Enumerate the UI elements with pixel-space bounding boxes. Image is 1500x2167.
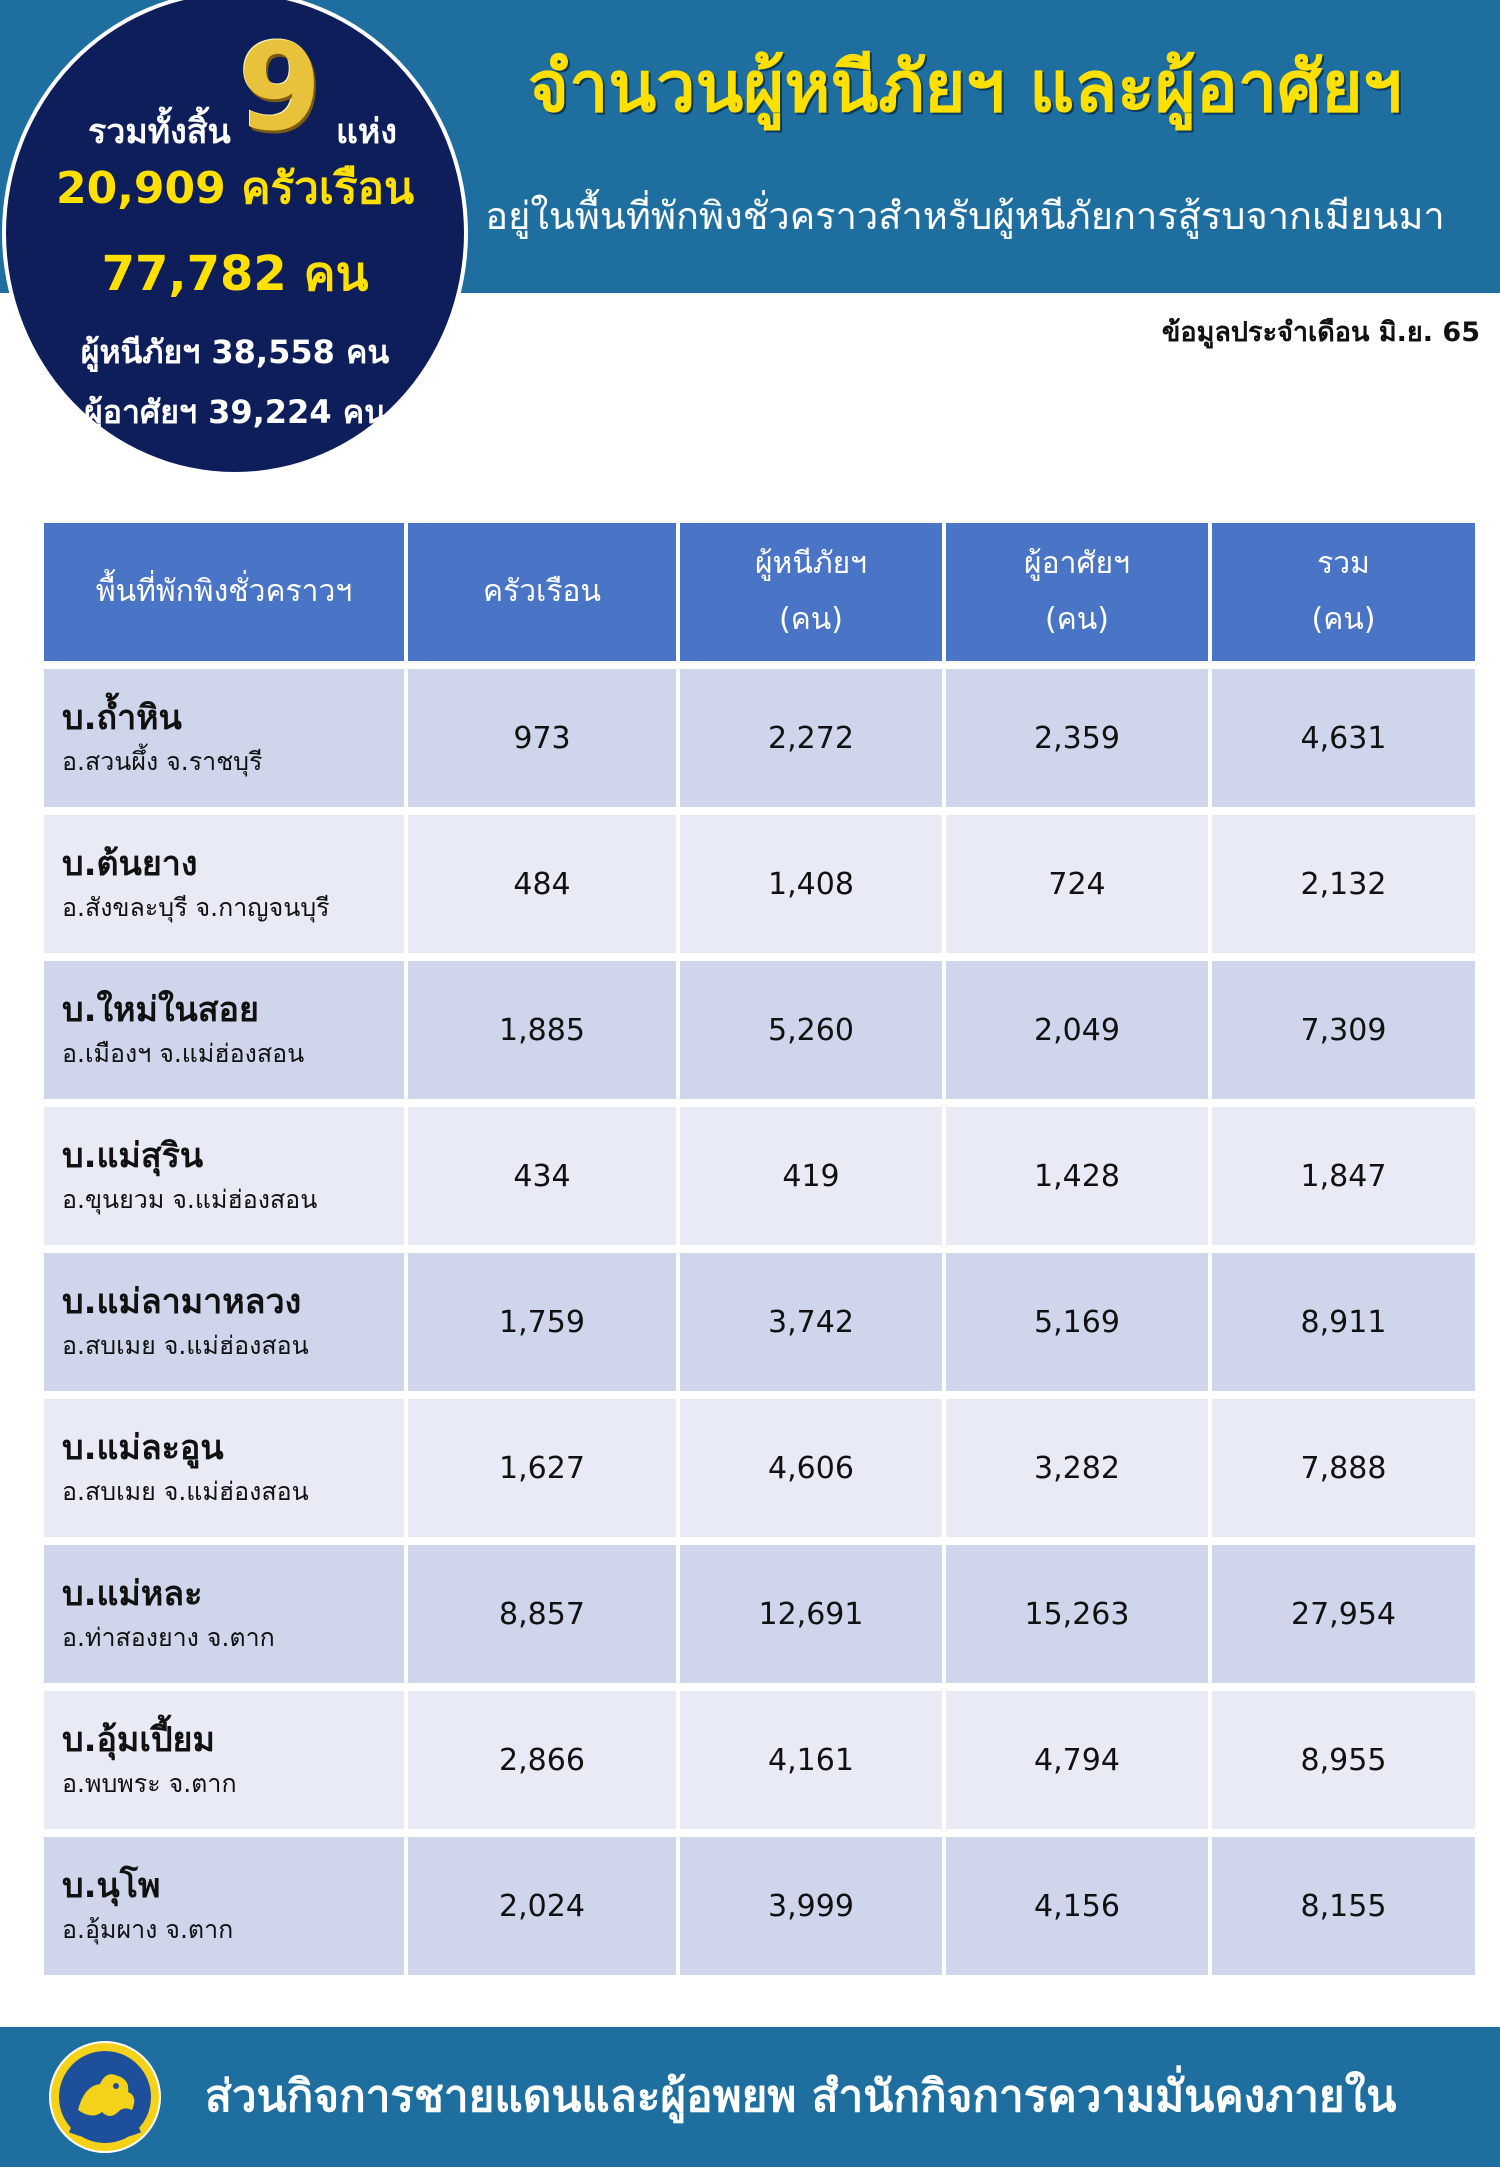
cell-area [44,1399,404,1545]
cell-households: 484 [408,815,676,961]
data-date: ข้อมูลประจำเดือน มิ.ย. 65 [1161,317,1480,348]
cell-total: 2,132 [1212,815,1475,961]
cell-dwellers: 5,169 [946,1253,1208,1399]
area-location: อ.สังขละบุรี จ.กาญจนบุรี [62,893,330,922]
cell-dwellers: 3,282 [946,1399,1208,1545]
footer-agency-name: ส่วนกิจการชายแดนและผู้อพยพ สำนักกิจการความมั่นคงภายใน [205,2071,1397,2122]
summary-circle [2,0,468,476]
area-location: อ.ขุนยวม จ.แม่ฮ่องสอน [62,1185,318,1214]
cell-households: 8,857 [408,1545,676,1691]
cell-total: 8,911 [1212,1253,1475,1399]
area-name: บ.นุโพ [62,1866,161,1906]
area-location: อ.อุ้มผาง จ.ตาก [62,1915,234,1944]
table-row [44,1107,1475,1253]
refugee-table [40,523,1479,1983]
cell-area [44,815,404,961]
cell-dwellers: 724 [946,815,1208,961]
header-dwellers: ผู้อาศัยฯ (คน) [946,523,1208,669]
cell-area [44,1691,404,1837]
footer-banner [0,2027,1500,2167]
cell-area [44,1107,404,1253]
cell-refugees: 419 [680,1107,942,1253]
header-households: ครัวเรือน [408,523,676,669]
cell-total: 7,888 [1212,1399,1475,1545]
cell-dwellers: 15,263 [946,1545,1208,1691]
area-location: อ.สบเมย จ.แม่ฮ่องสอน [62,1477,309,1506]
cell-area [44,669,404,815]
cell-refugees: 4,606 [680,1399,942,1545]
cell-refugees: 1,408 [680,815,942,961]
cell-dwellers: 2,049 [946,961,1208,1107]
cell-area [44,961,404,1107]
header-total: รวม (คน) [1212,523,1475,669]
cell-dwellers: 2,359 [946,669,1208,815]
table-row [44,961,1475,1107]
cell-households: 2,024 [408,1837,676,1983]
summary-refugees: ผู้หนีภัยฯ 38,558 คน [80,333,390,371]
cell-refugees: 2,272 [680,669,942,815]
cell-refugees: 3,742 [680,1253,942,1399]
area-name: บ.แม่หละ [62,1574,203,1614]
cell-households: 434 [408,1107,676,1253]
area-location: อ.พบพระ จ.ตาก [62,1769,237,1798]
cell-total: 8,955 [1212,1691,1475,1837]
area-name: บ.ถ้ำหิน [62,698,182,738]
table-row [44,1399,1475,1545]
cell-households: 1,759 [408,1253,676,1399]
cell-area [44,1253,404,1399]
area-location: อ.สบเมย จ.แม่ฮ่องสอน [62,1331,309,1360]
cell-area [44,1545,404,1691]
summary-people: 77,782 คน [101,246,369,302]
cell-dwellers: 1,428 [946,1107,1208,1253]
area-name: บ.อุ้มเปี้ยม [62,1720,215,1760]
cell-dwellers: 4,156 [946,1837,1208,1983]
area-location: อ.สวนผึ้ง จ.ราชบุรี [62,747,263,776]
summary-total-sites [6,19,464,158]
cell-dwellers: 4,794 [946,1691,1208,1837]
tiger-emblem-icon [48,2040,162,2154]
table-row [44,669,1475,815]
table-row [44,815,1475,961]
header-area: พื้นที่พักพิงชั่วคราวฯ [44,523,404,669]
cell-refugees: 4,161 [680,1691,942,1837]
area-name: บ.แม่สุริน [62,1136,204,1176]
cell-households: 1,885 [408,961,676,1107]
cell-households: 1,627 [408,1399,676,1545]
cell-total: 7,309 [1212,961,1475,1107]
table-row [44,1691,1475,1837]
area-location: อ.เมืองฯ จ.แม่ฮ่องสอน [62,1039,305,1068]
cell-refugees: 5,260 [680,961,942,1107]
summary-dwellers: ผู้อาศัยฯ 39,224 คน [83,393,386,431]
cell-total: 27,954 [1212,1545,1475,1691]
cell-refugees: 3,999 [680,1837,942,1983]
cell-total: 1,847 [1212,1107,1475,1253]
cell-total: 8,155 [1212,1837,1475,1983]
cell-area [44,1837,404,1983]
cell-refugees: 12,691 [680,1545,942,1691]
cell-households: 2,866 [408,1691,676,1837]
header-refugees: ผู้หนีภัยฯ (คน) [680,523,942,669]
area-name: บ.แม่ละอูน [62,1428,224,1468]
area-name: บ.ต้นยาง [62,844,198,884]
area-location: อ.ท่าสองยาง จ.ตาก [62,1623,275,1652]
table-header-row [44,523,1475,669]
summary-households: 20,909 ครัวเรือน [55,163,415,214]
area-name: บ.แม่ลามาหลวง [62,1282,302,1322]
page-subtitle: อยู่ในพื้นที่พักพิงชั่วคราวสำหรับผู้หนีภัยการสู้รบจากเมียนมา [485,194,1445,238]
summary-site-count: 9 [238,19,322,158]
summary-total-suffix: แห่ง [336,112,397,152]
table-row [44,1837,1475,1983]
page-title: จำนวนผู้หนีภัยฯ และผู้อาศัยฯ [528,46,1402,128]
cell-total: 4,631 [1212,669,1475,815]
table-row [44,1545,1475,1691]
summary-total-prefix: รวมทั้งสิ้น [88,112,231,152]
area-name: บ.ใหม่ในสอย [62,990,259,1030]
cell-households: 973 [408,669,676,815]
table-row [44,1253,1475,1399]
